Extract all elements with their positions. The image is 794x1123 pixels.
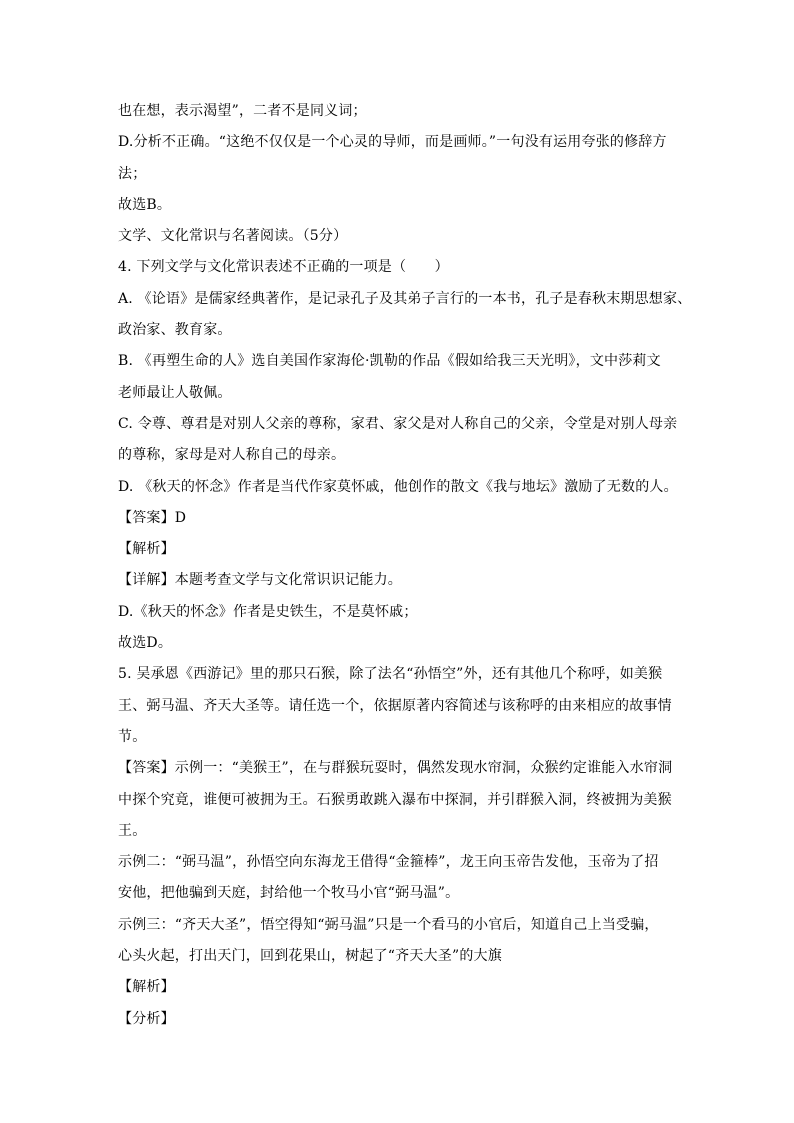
text-line: 的尊称，家母是对人称自己的母亲。: [118, 447, 346, 464]
text-line: 【详解】本题考查文学与文化常识识记能力。: [118, 572, 402, 589]
text-line: 政治家、教育家。: [118, 322, 232, 339]
text-line: 示例三：“齐天大圣”，悟空得知“弼马温”只是一个看马的小官后，知道自己上当受骗，: [118, 916, 659, 933]
text-line: C. 令尊、尊君是对别人父亲的尊称，家君、家父是对人称自己的父亲，令堂是对别人母亲: [118, 415, 678, 432]
text-line: 【答案】示例一：“美猴王”，在与群猴玩耍时，偶然发现水帘洞，众猴约定谁能入水帘洞: [118, 760, 673, 777]
text-line: D.分析不正确。“这绝不仅仅是一个心灵的导师，而是画师。”一句没有运用夸张的修辞方: [118, 134, 667, 151]
text-line: 【解析】: [118, 541, 175, 558]
text-line: 【分析】: [118, 1010, 175, 1027]
text-line: 心头火起，打出天门，回到花果山，树起了“齐天大圣”的大旗: [118, 948, 502, 965]
text-line: 王、弼马温、齐天大圣等。请任选一个，依据原著内容简述与该称呼的由来相应的故事情: [118, 697, 672, 714]
text-line: 安他，把他骗到天庭，封给他一个牧马小官“弼马温”。: [118, 885, 460, 902]
text-line: 【解析】: [118, 979, 175, 996]
text-line: D. 《秋天的怀念》作者是当代作家莫怀戚，他创作的散文《我与地坛》激励了无数的人。: [118, 478, 678, 495]
text-line: 4. 下列文学与文化常识表述不正确的一项是（ ）: [118, 259, 449, 276]
text-line: 也在想，表示渴望”，二者不是同义词；: [118, 103, 367, 119]
text-line: B. 《再塑生命的人》选自美国作家海伦·凯勒的作品《假如给我三天光明》，文中莎莉文: [118, 353, 661, 370]
text-line: 示例二：“弼马温”，孙悟空向东海龙王借得“金箍棒”，龙王向玉帝告发他，玉帝为了招: [118, 854, 659, 871]
text-line: 【答案】D: [118, 509, 187, 526]
text-line: 节。: [118, 728, 147, 745]
text-line: 文学、文化常识与名著阅读。（5分）: [118, 228, 348, 245]
document-page: [118, 96, 692, 1035]
text-line: 中探个究竟，谁便可被拥为王。石猴勇敢跳入瀑布中探洞，并引群猴入洞，终被拥为美猴: [118, 791, 672, 808]
text-line: 故选B。: [118, 196, 172, 213]
text-line: 5. 吴承恩《西游记》里的那只石猴，除了法名“孙悟空”外，还有其他几个称呼，如美猴: [118, 666, 663, 683]
text-line: 故选D。: [118, 635, 173, 652]
text-line: A. 《论语》是儒家经典著作，是记录孔子及其弟子言行的一本书，孔子是春秋末期思想家、: [118, 290, 692, 307]
text-line: D.《秋天的怀念》作者是史铁生，不是莫怀戚；: [118, 603, 418, 620]
text-line: 王。: [118, 822, 147, 839]
text-line: 法；: [118, 165, 147, 182]
text-line: 老师最让人敬佩。: [118, 384, 232, 401]
